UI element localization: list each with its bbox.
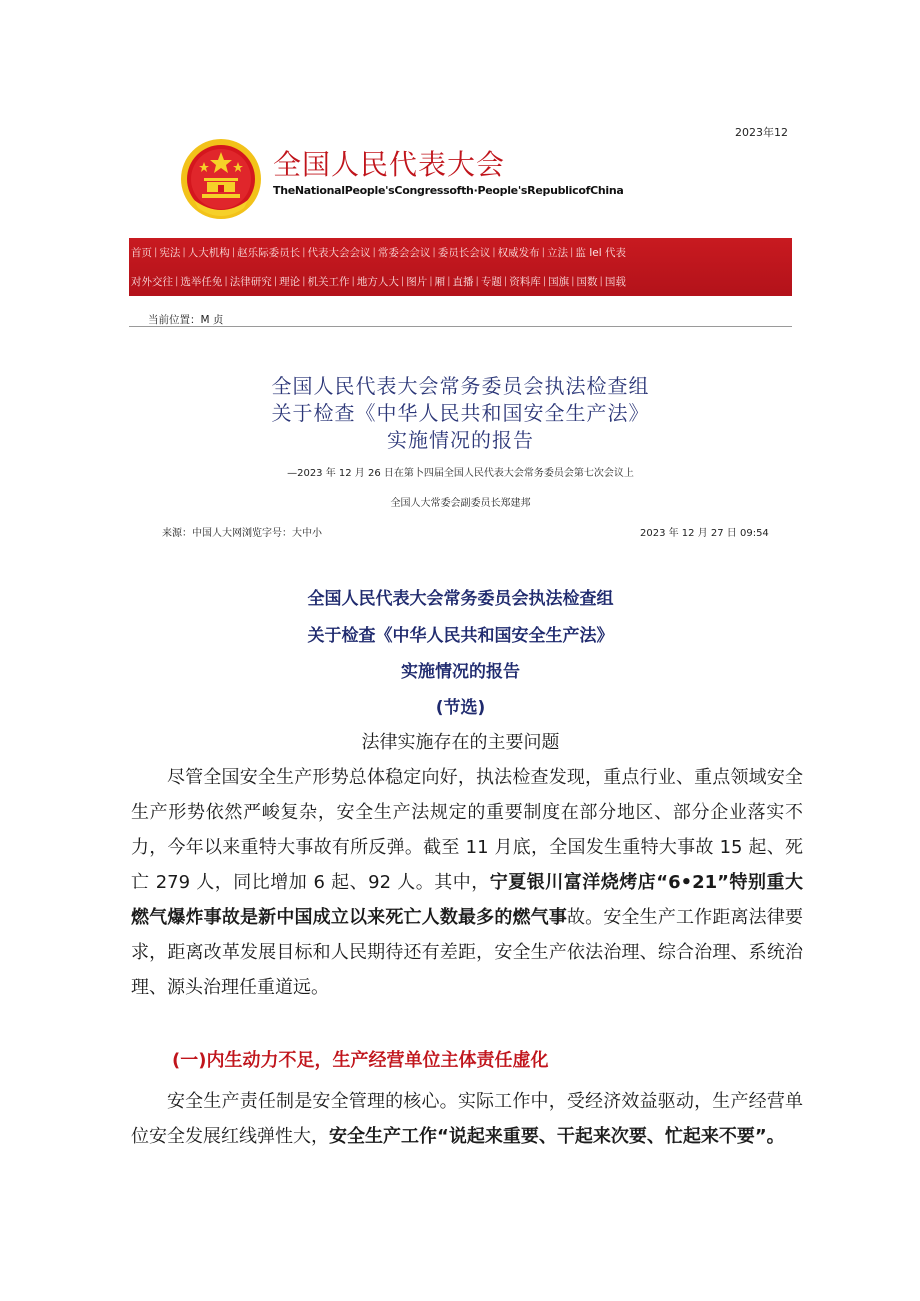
publish-date: 2023 年 12 月 27 日 09:54: [640, 528, 769, 539]
paragraph-2-bold: 安全生产工作“说起来重要、干起来次要、忙起来不要”。: [329, 1126, 785, 1147]
nav-item-home[interactable]: 首页: [131, 247, 152, 259]
article-title-line-1: 全国人民代表大会常务委员会执法检查组: [271, 374, 650, 398]
sub-heading-1: (一)内生动力不足，生产经营单位主体责任虚化: [172, 1050, 549, 1071]
meeting-line: —2023 年 12 月 26 日在第卜四届全国人民代表大会常务委员会第七次会议上: [287, 468, 634, 479]
nav-item-live[interactable]: 直播: [452, 276, 474, 288]
national-emblem-icon: [180, 138, 262, 220]
paragraph-2: [131, 1084, 803, 1154]
nav-item-theory[interactable]: 理论: [279, 276, 301, 288]
nav-item-congress-sessions[interactable]: 代表大会会议: [307, 247, 371, 259]
nav-item-constitution[interactable]: 宪法: [159, 247, 181, 259]
body-title-line-2: 关于检查《中华人民共和国安全生产法》: [307, 626, 614, 646]
paragraph-1-text-c: 故。安全生产工作距离法律要求，距离改革发展目标和人民期待还有差距，安全生产依法治理、综合治理、系统治理、源头治理任重道远。: [131, 907, 803, 998]
nav-item-npc-organs[interactable]: 人大机构: [187, 247, 230, 259]
article-title-line-3: 实施情况的报告: [387, 428, 534, 452]
body-title-line-3: 实施情况的报告: [401, 662, 520, 682]
nav-item-law-research[interactable]: 法律研究: [229, 276, 272, 288]
breadcrumb[interactable]: 当前位置：M 贞: [148, 314, 224, 326]
nav-item-flag[interactable]: 国旗: [548, 276, 570, 288]
nav-item-emblem[interactable]: 国载: [604, 276, 626, 288]
nav-item-elections[interactable]: 选举任免: [180, 276, 223, 288]
section-heading: 法律实施存在的主要问题: [361, 732, 560, 753]
nav-item-topics[interactable]: 专题: [480, 276, 502, 288]
nav-item-photos[interactable]: 图片: [406, 276, 428, 288]
paragraph-1-bold: 宁夏银川富洋烧烤店“6•21”特别重大燃气爆炸事故是新中国成立以来死亡人数最多的燃气事: [131, 872, 803, 928]
paragraph-2-text-a: 安全生产责任制是安全管理的核心。实际工作中，受经济效益驱动，生产经营单位安全发展红线弹性大，: [131, 1091, 803, 1147]
main-nav: [129, 238, 792, 296]
nav-item-local-congress[interactable]: 地方人大: [356, 276, 399, 288]
nav-item-chairmen-council[interactable]: 委员长会议: [437, 247, 491, 259]
article-title-line-2: 关于检查《中华人民共和国安全生产法》: [271, 401, 650, 425]
nav-item-anthem[interactable]: 国数: [576, 276, 598, 288]
body-title-line-1: 全国人民代表大会常务委员会执法检查组: [307, 589, 614, 609]
nav-item-database[interactable]: 资料库: [509, 276, 541, 288]
nav-item-chairman[interactable]: 赵乐际委员长: [237, 247, 301, 259]
paragraph-1-text-a: 尽管全国安全生产形势总体稳定向好，执法检查发现，重点行业、重点领域安全生产形势依然严峻复杂，安全生产法规定的重要制度在部分地区、部分企业落实不力，今年以来重特大事故有所反弹。截至 11 月底，全国发生重特大事故 15 起、死亡 279 人，同比增加 6 起、92 人。其中，: [131, 767, 803, 893]
nav-item-video[interactable]: 厢: [434, 276, 446, 288]
body-title-excerpt: (节选): [435, 698, 486, 718]
site-name-cn: 全国人民代表大会: [273, 148, 506, 181]
nav-item-supervision-deputies[interactable]: 监 Iel 代表: [575, 247, 627, 259]
nav-row-2: 对外交往 | 选举任免 | 法律研究 | 理论 | 机关工作 | 地方人大 | 图片 | 厢 | 直播 | 专题 | 资料库 | 国旗 | 国数 | 国载: [131, 276, 626, 288]
speaker-line: 全国人大常委会副委员长郑建邦: [390, 498, 531, 509]
source-line[interactable]: 来源：中国人大网浏览字号：大中小: [162, 528, 322, 539]
paragraph-1: [131, 760, 803, 1005]
nav-item-official-release[interactable]: 权威发布: [497, 247, 540, 259]
nav-item-foreign-affairs[interactable]: 对外交往: [131, 276, 173, 288]
header-date: 2023年12: [735, 126, 788, 139]
site-name-en: TheNationalPeople'sCongressofth·People'sRepublicofChina: [273, 184, 624, 197]
nav-row-1: 首页 | 宪法 | 人大机构 | 赵乐际委员长 | 代表大会会议 | 常委会会议 | 委员长会议 | 权威发布 | 立法 | 监 Iel 代表: [131, 247, 627, 259]
nav-item-legislation[interactable]: 立法: [547, 247, 568, 259]
nav-item-office-work[interactable]: 机关工作: [307, 276, 350, 288]
nav-item-standing-committee[interactable]: 常委会会议: [377, 247, 431, 259]
header-divider: [129, 326, 792, 327]
